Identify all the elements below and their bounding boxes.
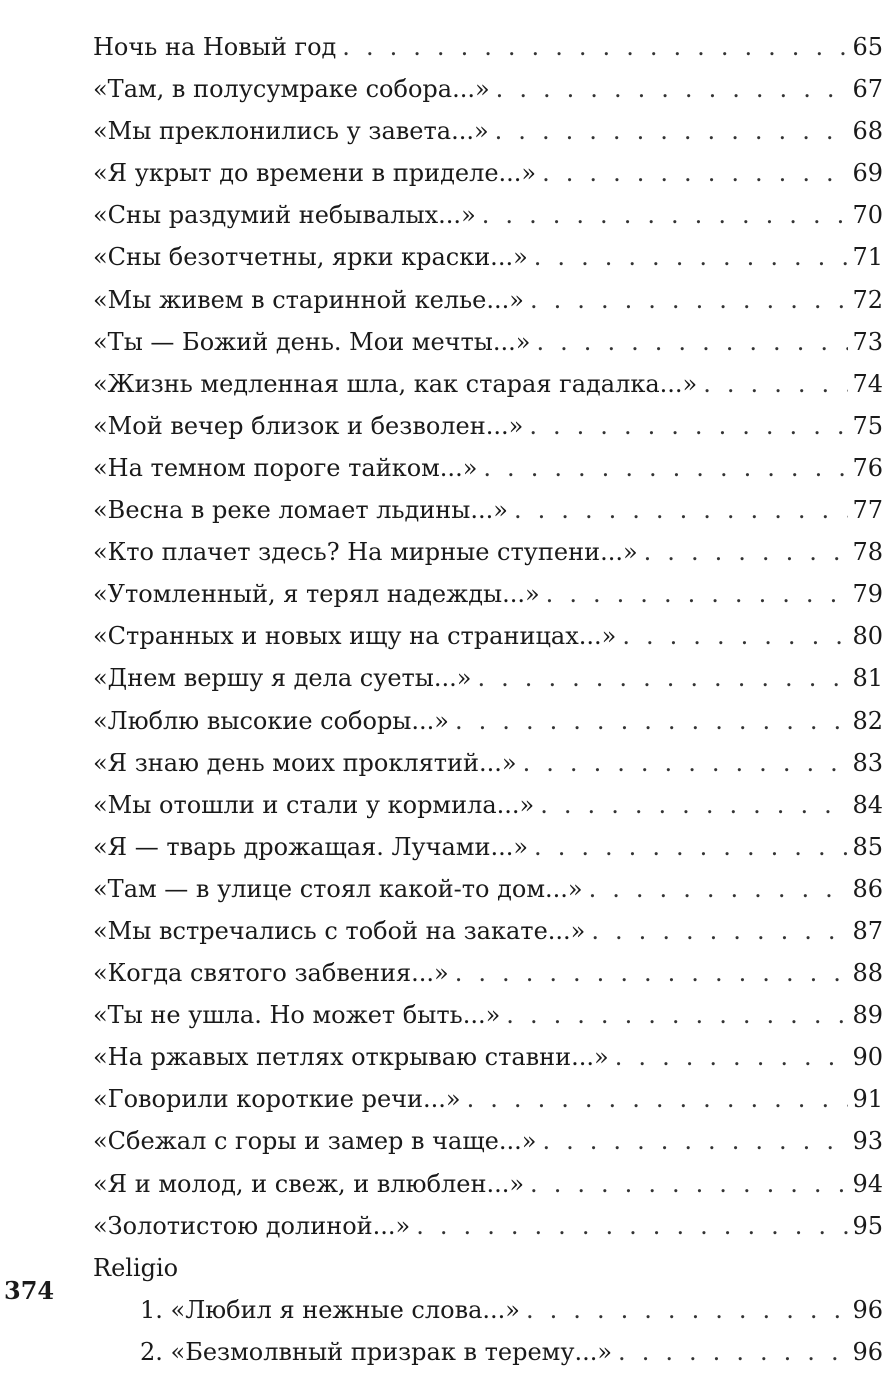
dot-leader [526,1289,848,1331]
toc-entry-title: «Весна в реке ломает льдины...» [93,496,508,525]
dot-leader [530,279,848,321]
toc-entry [93,531,883,573]
dot-leader [416,1205,848,1247]
toc-entry [93,994,883,1036]
toc-entry [93,1205,883,1247]
toc-entry-page: 69 [852,159,883,188]
toc-entry-title: «Ты не ушла. Но может быть...» [93,1001,501,1030]
table-of-contents [93,26,883,1373]
toc-entry [93,447,883,489]
dot-leader [482,194,849,236]
dot-leader [530,1163,848,1205]
toc-entry-title: «Мы отошли и стали у кормила...» [93,790,535,819]
toc-entry-page: 68 [852,117,883,146]
toc-entry-page: 67 [852,75,883,104]
toc-entry-page: 81 [852,664,883,693]
toc-entry [93,615,883,657]
toc-entry [93,110,883,152]
toc-entry [93,868,883,910]
toc-entry [93,68,883,110]
toc-entry [93,952,883,994]
toc-entry-page: 84 [852,790,883,819]
toc-entry-title: «Ты — Божий день. Мои мечты...» [93,327,531,356]
toc-section-heading [93,1247,883,1289]
dot-leader [534,826,848,868]
toc-entry-title: «Я — тварь дрожащая. Лучами...» [93,832,529,861]
toc-entry-title: «Там, в полусумраке собора...» [93,75,490,104]
toc-entry [93,1036,883,1078]
toc-entry-page: 75 [852,411,883,440]
toc-entry-title: «Мы живем в старинной келье...» [93,285,524,314]
toc-entry [93,405,883,447]
toc-entry-page: 83 [852,748,883,777]
toc-entry-page: 72 [852,285,883,314]
toc-entry [93,1289,883,1331]
toc-entry-title: «Я укрыт до времени в приделе...» [93,159,537,188]
toc-entry-page: 65 [852,33,883,61]
dot-leader [703,363,848,405]
toc-entry [93,194,883,236]
dot-leader [546,573,849,615]
toc-entry-page: 77 [852,496,883,525]
dot-leader [615,1036,849,1078]
toc-entry-title: «Сны раздумий небывалых...» [93,201,476,230]
toc-entry [93,700,883,742]
toc-entry-page: 93 [852,1127,883,1156]
dot-leader [644,531,849,573]
toc-entry-title: «Когда святого забвения...» [93,959,449,988]
toc-entry-title: «Днем вершу я дела суеты...» [93,664,472,693]
dot-leader [506,994,848,1036]
dot-leader [483,447,848,489]
toc-entry-page: 90 [852,1043,883,1072]
dot-leader [540,784,848,826]
toc-entry-title: «Мой вечер близок и безволен...» [93,411,524,440]
toc-entry-title: «Сбежал с горы и замер в чаще...» [93,1127,537,1156]
dot-leader [496,68,849,110]
toc-entry [93,279,883,321]
dot-leader [514,489,848,531]
toc-entry-page: 94 [852,1169,883,1198]
toc-entry-title: «Золотистою долиной...» [93,1211,411,1240]
toc-entry-page: 88 [852,959,883,988]
toc-entry-page: 91 [852,1085,883,1114]
dot-leader [342,26,848,68]
toc-entry-title: «Люблю высокие соборы...» [93,706,449,735]
toc-entry-page: 96 [852,1295,883,1324]
toc-entry-page: 80 [852,622,883,651]
dot-leader [618,1331,848,1373]
toc-entry [93,152,883,194]
dot-leader [523,742,849,784]
dot-leader [467,1078,849,1120]
toc-entry-title: 2. «Безмолвный призрак в терему...» [140,1337,613,1366]
toc-entry-page: 73 [852,327,883,356]
toc-entry-page: 95 [852,1211,883,1240]
dot-leader [455,700,848,742]
toc-entry [93,363,883,405]
toc-entry [93,573,883,615]
dot-leader [477,657,848,699]
toc-entry-page: 71 [852,243,883,272]
toc-entry-title: «Я и молод, и свеж, и влюблен...» [93,1169,525,1198]
toc-entry-title: «Там — в улице стоял какой-то дом...» [93,874,583,903]
dot-leader [495,110,849,152]
dot-leader [534,236,849,278]
toc-entry [93,1163,883,1205]
section-title: Religio [93,1253,179,1282]
toc-entry [93,1120,883,1162]
dot-leader [591,910,848,952]
toc-entry-page: 82 [852,706,883,735]
toc-entry [93,489,883,531]
dot-leader [542,152,848,194]
toc-entry [93,742,883,784]
toc-entry-page: 89 [852,1001,883,1030]
toc-entry-title: «Я знаю день моих проклятий...» [93,748,517,777]
toc-entry [93,826,883,868]
toc-entry [93,1331,883,1373]
toc-entry-page: 96 [852,1337,883,1366]
dot-leader [536,321,848,363]
toc-entry-page: 79 [852,580,883,609]
toc-entry-page: 87 [852,916,883,945]
dot-leader [622,615,848,657]
toc-entry-title: «На темном пороге тайком...» [93,453,478,482]
toc-entry-title: 1. «Любил я нежные слова...» [140,1295,520,1324]
toc-entry-page: 70 [852,201,883,230]
toc-entry [93,236,883,278]
dot-leader [542,1120,848,1162]
toc-entry-page: 86 [852,874,883,903]
toc-entry-page: 85 [852,832,883,861]
toc-entry-page: 76 [852,453,883,482]
toc-entry-title: «На ржавых петлях открываю ставни...» [93,1043,609,1072]
toc-entry-title: «Кто плачет здесь? На мирные ступени...» [93,538,638,567]
toc-entry-title: «Утомленный, я терял надежды...» [93,580,540,609]
toc-entry-title: «Мы преклонились у завета...» [93,117,489,146]
toc-entry-title: «Жизнь медленная шла, как старая гадалка...» [93,369,698,398]
toc-entry [93,784,883,826]
toc-entry [93,910,883,952]
dot-leader [589,868,849,910]
toc-entry-page: 78 [852,538,883,567]
toc-entry-title: «Мы встречались с тобой на закате...» [93,916,586,945]
toc-entry-title: «Сны безотчетны, ярки краски...» [93,243,528,272]
toc-entry-title: Ночь на Новый год [93,33,337,61]
toc-entry-page: 74 [852,369,883,398]
toc-entry [93,657,883,699]
toc-entry-title: «Странных и новых ищу на страницах...» [93,622,617,651]
dot-leader [529,405,848,447]
toc-entry-title: «Говорили короткие речи...» [93,1085,461,1114]
toc-entry [93,26,883,68]
dot-leader [455,952,849,994]
toc-entry [93,1078,883,1120]
page-number: 374 [4,1276,55,1305]
toc-entry [93,321,883,363]
